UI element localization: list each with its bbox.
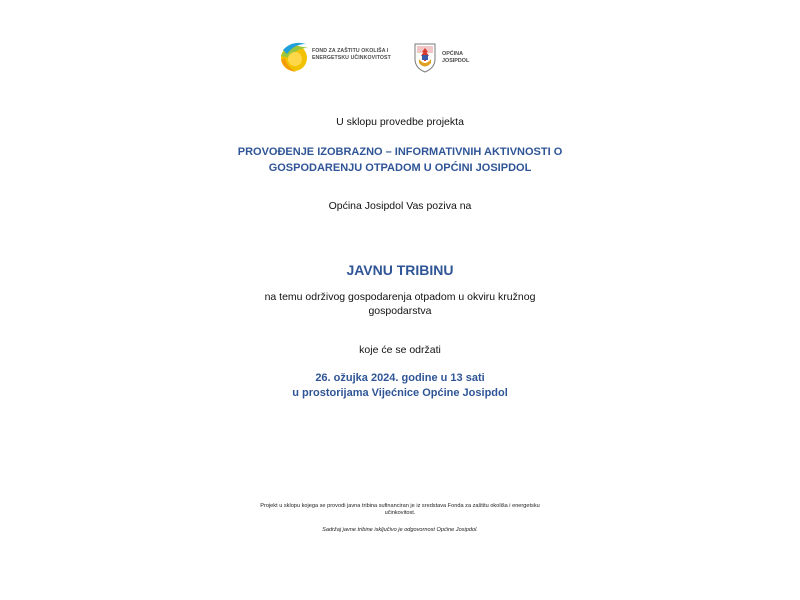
intro-text: U sklopu provedbe projekta <box>336 116 464 128</box>
footer-disclaimer: Sadržaj javne tribine isključivo je odgovornost Općine Josipdol. <box>322 527 478 533</box>
fund-name <box>312 48 391 62</box>
event-title: JAVNU TRIBINU <box>346 262 454 278</box>
footer-funding-line2: učinkovitost. <box>384 510 416 516</box>
logo-bar <box>0 40 800 76</box>
project-title-line1: PROVOĐENJE IZOBRAZNO – INFORMATIVNIH AKTIVNOSTI O <box>237 146 563 158</box>
topic-line2: gospodarstva <box>368 305 432 317</box>
municipality-logo <box>413 41 483 77</box>
event-venue: u prostorijama Vijećnice Općine Josipdol <box>292 387 508 399</box>
municipality-name <box>442 51 469 65</box>
fund-emblem-icon <box>278 40 312 74</box>
municipality-name-line2: JOSIPDOL <box>442 58 470 64</box>
footer-funding-line1: Projekt u sklopu kojega se provodi javna tribina sufinanciran je iz sredstava Fonda za zaštitu okoliša i energetsku <box>260 503 540 509</box>
event-date: 26. ožujka 2024. godine u 13 sati <box>315 372 485 384</box>
topic-line1: na temu održivog gospodarenja otpadom u okviru kružnog <box>264 291 536 303</box>
fund-name-line1: FOND ZA ZAŠTITU OKOLIŠA I <box>312 48 389 54</box>
held-text: koje će se održati <box>359 344 441 356</box>
coat-of-arms-icon <box>413 41 437 73</box>
municipality-name-line1: OPĆINA <box>442 51 463 57</box>
invitation-text: Općina Josipdol Vas poziva na <box>328 200 472 212</box>
project-title-line2: GOSPODARENJU OTPADOM U OPĆINI JOSIPDOL <box>268 162 532 174</box>
fund-logo <box>278 40 398 76</box>
fund-name-line2: ENERGETSKU UČINKOVITOST <box>312 55 391 61</box>
